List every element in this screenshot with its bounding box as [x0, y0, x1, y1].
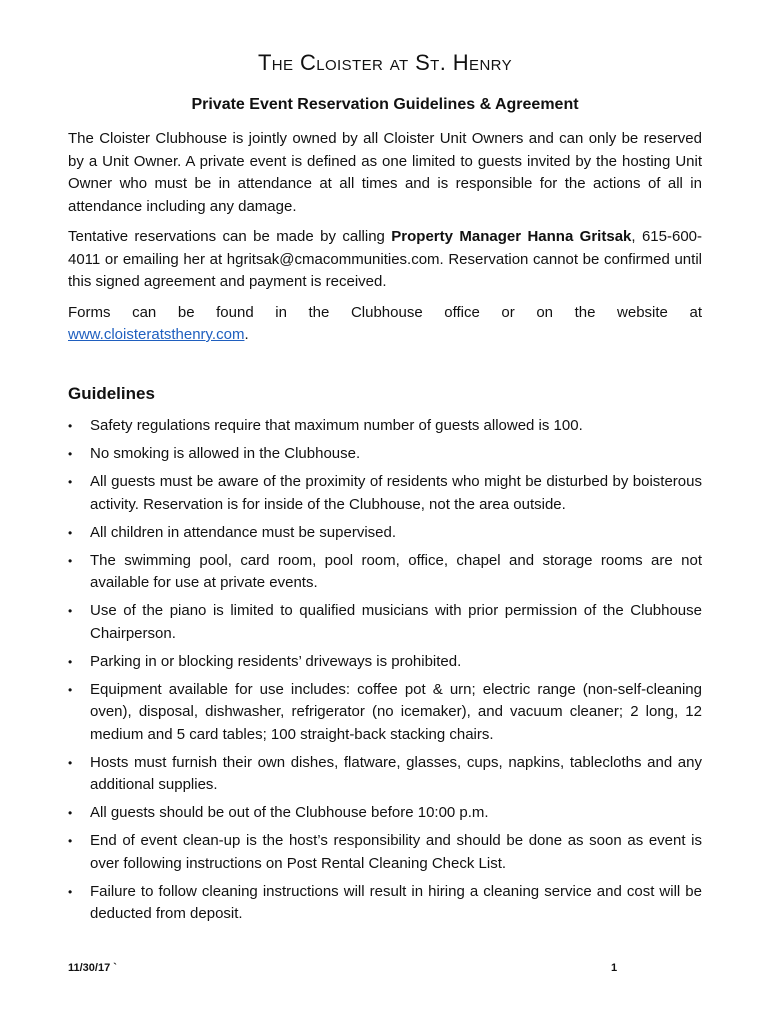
intro-paragraph-3-link-line: [68, 324, 702, 347]
document-body: [68, 128, 702, 931]
intro-paragraph-2-end: , 615-600-4011 or emailing her at hgritsak@cmacommunities.com. Reservation cannot be confirmed until this signed agreement and payment is received.: [68, 228, 702, 290]
bullet-icon: •: [68, 525, 73, 540]
guideline-text: All guests should be out of the Clubhouse before 10:00 p.m.: [90, 804, 489, 821]
bullet-icon: •: [68, 475, 73, 489]
bullet-icon: •: [68, 654, 73, 669]
guideline-item: [68, 830, 702, 875]
page-subtitle: Private Event Reservation Guidelines & Agreement: [191, 96, 579, 113]
guideline-text: Hosts must furnish their own dishes, flatware, glasses, cups, napkins, tablecloths and any additional supplies.: [90, 753, 702, 793]
guideline-item: [68, 651, 702, 674]
guideline-item: [68, 679, 702, 747]
footer-date: 11/30/17 `: [68, 962, 117, 974]
bullet-icon: •: [68, 834, 73, 848]
bullet-icon: •: [68, 682, 73, 697]
intro-paragraph-1: The Cloister Clubhouse is jointly owned by all Cloister Unit Owners and can only be reserved by a Unit Owner. A private event is defined as one limited to guests invited by the hosting Unit Owner who must be in attendance at all times and is responsible for the actions of all in attendance including any damage.: [68, 130, 702, 215]
guidelines-heading: Guidelines: [68, 383, 155, 403]
bullet-icon: •: [68, 419, 73, 433]
guideline-text: All children in attendance must be supervised.: [90, 523, 397, 541]
guideline-text: End of event clean-up is the host’s responsibility and should be done as soon as event is over following instructions on Post Rental Cleaning Check List.: [90, 832, 702, 872]
guideline-text: All guests must be aware of the proximity of residents who might be disturbed by boisterous activity. Reservation is for inside of the Clubhouse, not the area outside.: [90, 473, 702, 513]
bullet-icon: •: [68, 884, 73, 899]
guideline-text: The swimming pool, card room, pool room, office, chapel and storage rooms are not available for use at private events.: [90, 551, 702, 591]
guideline-item: [68, 752, 702, 797]
intro-paragraph-3-end: .: [244, 326, 249, 343]
bullet-icon: •: [68, 806, 73, 820]
intro-paragraph-3-start: Forms can be found in the Clubhouse office or on the website at: [68, 303, 702, 321]
intro-paragraph-3: [68, 302, 702, 325]
bullet-icon: •: [68, 553, 73, 568]
page-title: The Cloister at St. Henry: [257, 50, 513, 75]
guideline-item: [68, 881, 702, 926]
guideline-item: [68, 522, 702, 545]
guideline-text: Use of the piano is limited to qualified musicians with prior permission of the Clubhouse Chairperson.: [90, 602, 702, 642]
guideline-text: Safety regulations require that maximum number of guests allowed is 100.: [90, 417, 583, 434]
intro-paragraph-2: [68, 226, 702, 294]
guideline-text: Failure to follow cleaning instructions will result in hiring a cleaning service and cost will be deducted from deposit.: [90, 882, 702, 922]
guideline-text: Equipment available for use includes: coffee pot & urn; electric range (non-self-cleaning oven), disposal, dishwasher, refrigerator (no icemaker), and vacuum cleaner; 2 long, 12 medium and 5 card tables; 100 straight-back stacking chairs.: [90, 680, 702, 743]
guideline-text: No smoking is allowed in the Clubhouse.: [90, 445, 361, 462]
guideline-item: [68, 802, 702, 825]
bullet-icon: •: [68, 755, 73, 770]
guideline-item: [68, 443, 702, 466]
footer-page-number: 1: [611, 962, 618, 974]
guideline-item: [68, 471, 702, 516]
property-manager-name: Property Manager Hanna Gritsak: [391, 228, 632, 245]
website-link[interactable]: www.cloisteratsthenry.com: [68, 326, 245, 343]
bullet-icon: •: [68, 447, 73, 461]
intro-paragraph-2-start: Tentative reservations can be made by calling: [68, 228, 392, 245]
bullet-icon: •: [68, 604, 73, 618]
guideline-text: Parking in or blocking residents’ driveways is prohibited.: [90, 652, 462, 670]
guideline-item: [68, 550, 702, 595]
guideline-item: [68, 600, 702, 645]
guideline-item: [68, 415, 702, 438]
guidelines-list: [68, 415, 702, 926]
